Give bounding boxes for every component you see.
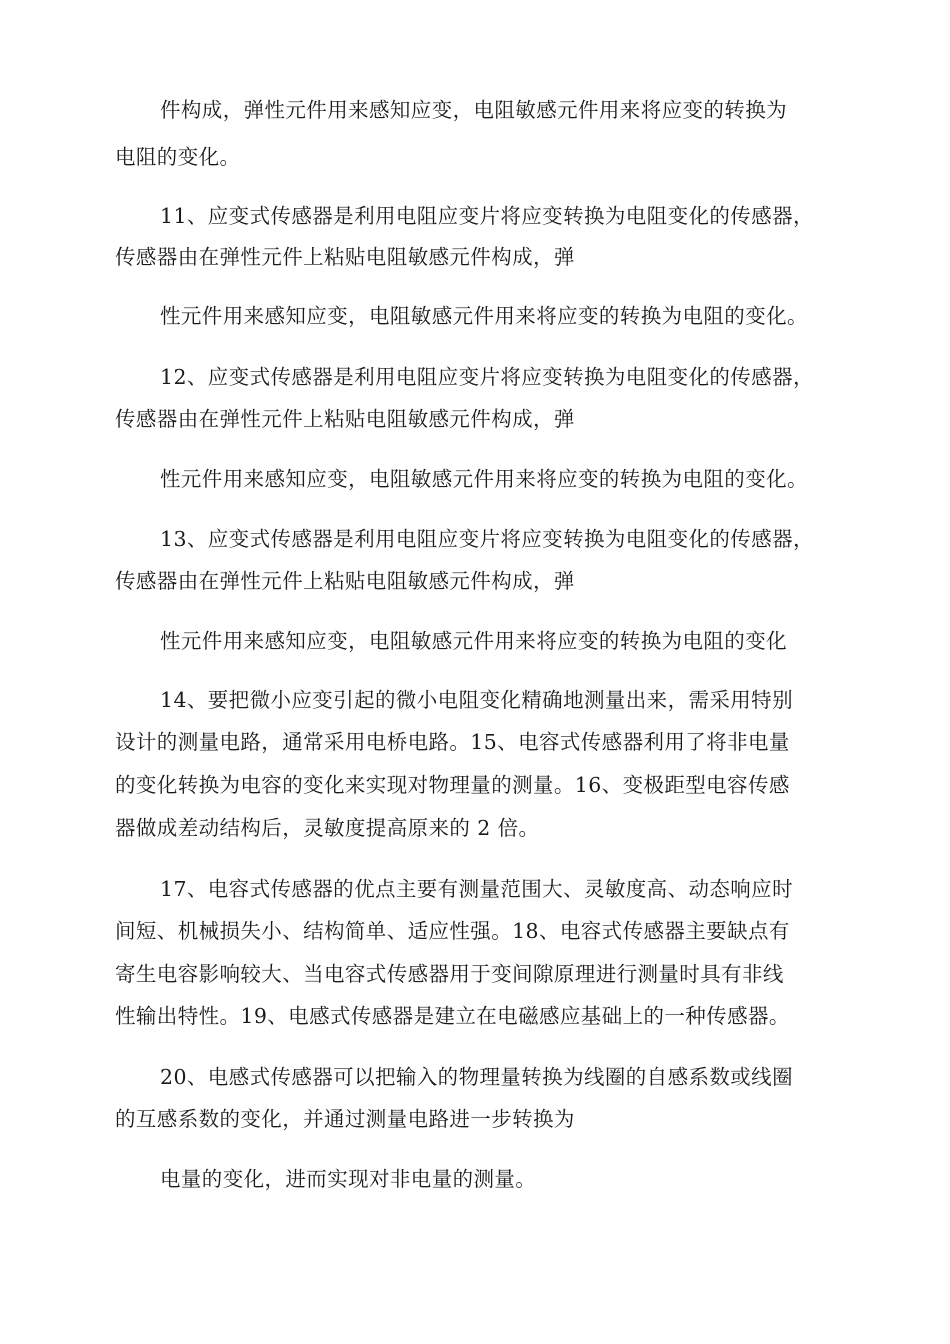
text-line: 间短、机械损失小、结构简单、适应性强。18、电容式传感器主要缺点有 [115, 919, 790, 943]
text-line: 17、电容式传感器的优点主要有测量范围大、灵敏度高、动态响应时 [160, 877, 793, 901]
text-line: 性元件用来感知应变，电阻敏感元件用来将应变的转换为电阻的变化 [160, 629, 787, 653]
text-line: 传感器由在弹性元件上粘贴电阻敏感元件构成，弹 [115, 245, 575, 269]
text-line: 电阻的变化。 [115, 145, 241, 169]
text-line: 传感器由在弹性元件上粘贴电阻敏感元件构成，弹 [115, 569, 575, 593]
text-line: 11、应变式传感器是利用电阻应变片将应变转换为电阻变化的传感器， [160, 204, 814, 228]
text-line: 性输出特性。19、电感式传感器是建立在电磁感应基础上的一种传感器。 [115, 1004, 790, 1028]
text-line: 性元件用来感知应变，电阻敏感元件用来将应变的转换为电阻的变化。 [160, 304, 808, 328]
text-line: 12、应变式传感器是利用电阻应变片将应变转换为电阻变化的传感器， [160, 365, 814, 389]
text-line: 器做成差动结构后，灵敏度提高原来的 2 倍。 [115, 816, 540, 840]
text-line: 电量的变化，进而实现对非电量的测量。 [160, 1167, 537, 1191]
text-line: 的变化转换为电容的变化来实现对物理量的测量。16、变极距型电容传感 [115, 773, 790, 797]
text-line: 14、要把微小应变引起的微小电阻变化精确地测量出来，需采用特别 [160, 688, 793, 712]
text-line: 13、应变式传感器是利用电阻应变片将应变转换为电阻变化的传感器， [160, 527, 814, 551]
text-line: 的互感系数的变化，并通过测量电路进一步转换为 [115, 1107, 575, 1131]
text-line: 性元件用来感知应变，电阻敏感元件用来将应变的转换为电阻的变化。 [160, 467, 808, 491]
text-line: 20、电感式传感器可以把输入的物理量转换为线圈的自感系数或线圈 [160, 1065, 793, 1089]
text-line: 设计的测量电路，通常采用电桥电路。15、电容式传感器利用了将非电量 [115, 730, 790, 754]
text-line: 件构成，弹性元件用来感知应变，电阻敏感元件用来将应变的转换为 [160, 98, 787, 122]
text-line: 寄生电容影响较大、当电容式传感器用于变间隙原理进行测量时具有非线 [115, 962, 784, 986]
text-line: 传感器由在弹性元件上粘贴电阻敏感元件构成，弹 [115, 407, 575, 431]
